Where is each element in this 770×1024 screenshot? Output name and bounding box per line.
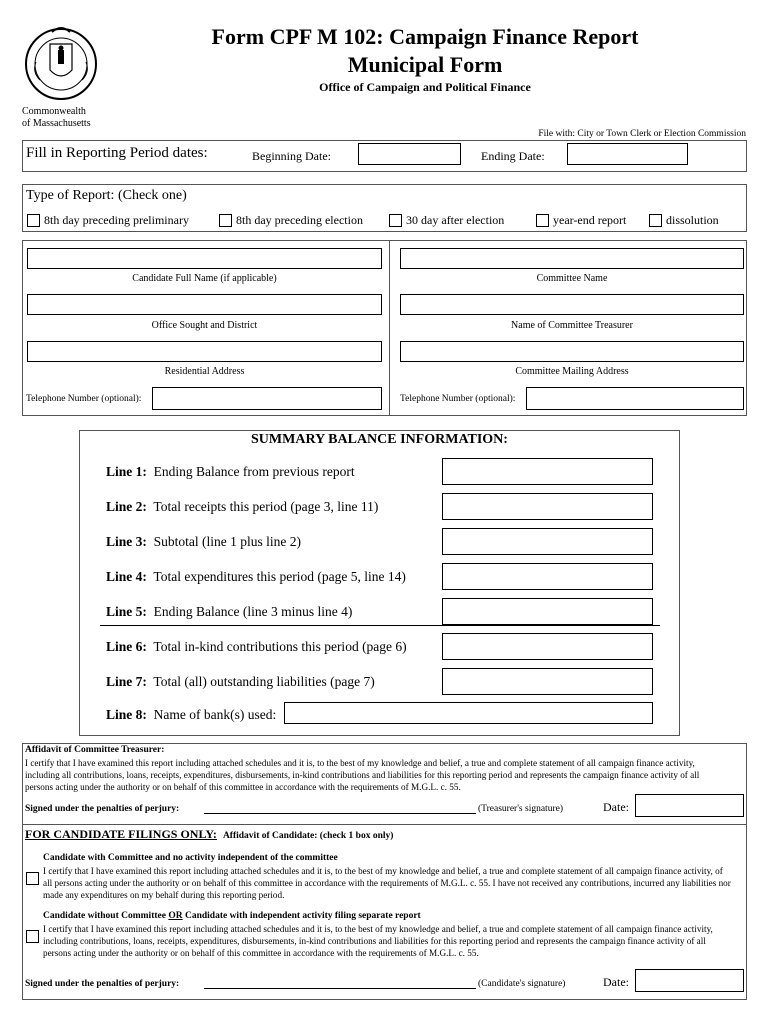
checkbox-candidate-without-committee[interactable]	[26, 930, 39, 943]
telephone-left-input[interactable]	[152, 387, 382, 410]
beginning-date-input[interactable]	[358, 143, 461, 165]
line-1-input[interactable]	[442, 458, 653, 485]
telephone-left-label: Telephone Number (optional):	[26, 394, 142, 404]
checkbox-dissolution[interactable]	[649, 214, 662, 227]
residential-address-label: Residential Address	[164, 366, 245, 377]
treasurer-date-input[interactable]	[635, 794, 744, 817]
checkbox-30-day-after[interactable]	[389, 214, 402, 227]
treasurer-signature-caption: (Treasurer's signature)	[478, 804, 563, 814]
form-title: Form CPF M 102: Campaign Finance Report	[211, 24, 639, 49]
candidate-divider	[22, 824, 747, 825]
option-8th-day-preliminary: 8th day preceding preliminary	[44, 213, 189, 227]
period-label: Fill in Reporting Period dates:	[26, 145, 208, 161]
state-seal	[22, 22, 100, 102]
checkbox-candidate-with-committee[interactable]	[26, 872, 39, 885]
candidate-signature-caption: (Candidate's signature)	[478, 979, 566, 989]
checkbox-8th-day-election[interactable]	[219, 214, 232, 227]
summary-line-5: Line 5: Ending Balance (line 3 minus line 4)	[106, 604, 353, 619]
telephone-right-input[interactable]	[526, 387, 744, 410]
beginning-date-label: Beginning Date:	[252, 149, 331, 163]
candidate-option-1-title: Candidate with Committee and no activity independent of the committee	[43, 853, 338, 863]
treasurer-date-label: Date:	[603, 800, 629, 814]
option-8th-day-election: 8th day preceding election	[236, 213, 363, 227]
telephone-right-label: Telephone Number (optional):	[400, 394, 516, 404]
committee-name-input[interactable]	[400, 248, 744, 269]
treasurer-signed-label: Signed under the penalties of perjury:	[25, 804, 180, 814]
mailing-address-label: Committee Mailing Address	[515, 366, 629, 377]
residential-address-input[interactable]	[27, 341, 382, 362]
form-subtitle: Municipal Form	[347, 52, 503, 77]
checkbox-8th-day-preliminary[interactable]	[27, 214, 40, 227]
line-4-input[interactable]	[442, 563, 653, 590]
candidate-signed-label: Signed under the penalties of perjury:	[25, 979, 180, 989]
candidate-heading: FOR CANDIDATE FILINGS ONLY: Affidavit of Candidate: (check 1 box only)	[25, 827, 394, 841]
line-6-input[interactable]	[442, 633, 653, 660]
line-3-input[interactable]	[442, 528, 653, 555]
candidate-date-input[interactable]	[635, 969, 744, 992]
checkbox-year-end[interactable]	[536, 214, 549, 227]
summary-line-6: Line 6: Total in-kind contributions this period (page 6)	[106, 639, 407, 654]
ending-date-label: Ending Date:	[481, 149, 545, 163]
candidate-signature-line[interactable]	[204, 988, 476, 989]
bank-names-input[interactable]	[284, 702, 653, 724]
report-type-label: Type of Report: (Check one)	[26, 188, 187, 203]
ending-date-input[interactable]	[567, 143, 688, 165]
candidate-option-2-title: Candidate without Committee OR Candidate with independent activity filing separate report	[43, 911, 421, 921]
summary-line-3: Line 3: Subtotal (line 1 plus line 2)	[106, 534, 302, 549]
treasurer-signature-line[interactable]	[204, 813, 476, 814]
info-divider	[389, 240, 390, 416]
affidavit-text: I certify that I have examined this report including attached schedules and it is, to the best of my knowledge and belief, a true and complete statement of all campaign finance activity, including all contributions, loans, receipts, expenditures, disbursements, in-kind contributions and liabilities for this reporting period and represents the campaign finance activity of all persons acting under the authority or on behalf of this committee in accordance with the requirements of M.G.L. c. 55.	[25, 758, 700, 793]
summary-divider	[100, 625, 660, 626]
office-sought-input[interactable]	[27, 294, 382, 315]
line-2-input[interactable]	[442, 493, 653, 520]
summary-title: SUMMARY BALANCE INFORMATION:	[251, 432, 508, 447]
file-with: File with: City or Town Clerk or Election Commission	[538, 129, 746, 139]
option-30-day-after: 30 day after election	[406, 213, 505, 227]
committee-name-label: Committee Name	[536, 273, 608, 284]
candidate-name-label: Candidate Full Name (if applicable)	[132, 273, 277, 284]
treasurer-name-label: Name of Committee Treasurer	[511, 320, 633, 331]
affidavit-title: Affidavit of Committee Treasurer:	[25, 745, 165, 755]
summary-line-4: Line 4: Total expenditures this period (page 5, line 14)	[106, 569, 406, 584]
mailing-address-input[interactable]	[400, 341, 744, 362]
candidate-name-input[interactable]	[27, 248, 382, 269]
office-sought-label: Office Sought and District	[151, 320, 258, 331]
line-5-input[interactable]	[442, 598, 653, 625]
office-name: Office of Campaign and Political Finance	[319, 80, 531, 94]
option-dissolution: dissolution	[666, 213, 719, 227]
summary-line-2: Line 2: Total receipts this period (page 3, line 11)	[106, 499, 379, 514]
candidate-date-label: Date:	[603, 975, 629, 989]
summary-line-1: Line 1: Ending Balance from previous report	[106, 464, 355, 479]
option-year-end: year-end report	[553, 213, 627, 227]
summary-line-7: Line 7: Total (all) outstanding liabilities (page 7)	[106, 674, 375, 689]
summary-line-8: Line 8: Name of bank(s) used:	[106, 707, 277, 722]
commonwealth-label: Commonwealth of Massachusetts	[22, 106, 91, 129]
candidate-option-1-text: I certify that I have examined this report including attached schedules and it is, to the best of my knowledge and belief, a true and complete statement of all campaign finance activity, of all persons acting under the authority or on behalf of this committee in accordance with the requirements of M.G.L. c. 55. I have not received any contributions, incurred any liabilities nor made any expenditures on my behalf during this reporting period.	[43, 866, 731, 901]
line-7-input[interactable]	[442, 668, 653, 695]
candidate-option-2-text: I certify that I have examined this report including attached schedules and it is, to the best of my knowledge and belief, a true and complete statement of all campaign finance activity, including contributions, loans, receipts, expenditures, disbursements, in-kind contributions and liabilities for this reporting period and represents the campaign finance activity of all persons acting under the authority or on behalf of this committee in accordance with the requirements of M.G.L. c. 55.	[43, 924, 713, 959]
treasurer-name-input[interactable]	[400, 294, 744, 315]
